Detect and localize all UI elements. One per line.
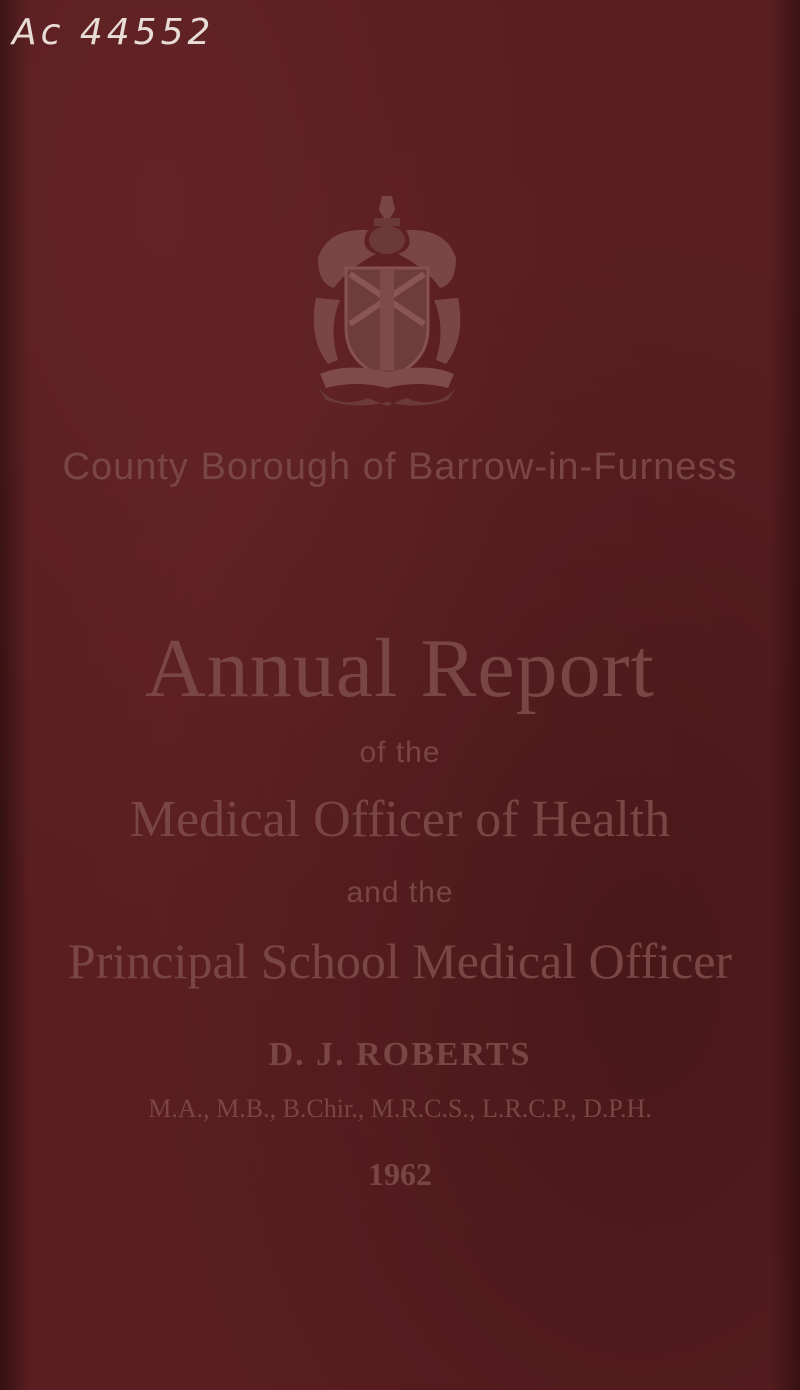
and-the-text: and the bbox=[346, 876, 454, 909]
report-title: Annual Report bbox=[145, 622, 655, 715]
officer-primary: Medical Officer of Health bbox=[129, 791, 671, 848]
of-the-text: of the bbox=[359, 736, 441, 769]
author-name: D. J. ROBERTS bbox=[268, 1036, 532, 1073]
officer-secondary: Principal School Medical Officer bbox=[67, 933, 733, 989]
author-qualifications: M.A., M.B., B.Chir., M.R.C.S., L.R.C.P., D.P.H. bbox=[148, 1094, 652, 1123]
coat-of-arms-icon bbox=[298, 188, 476, 410]
accession-number: Ac 44552 bbox=[12, 12, 215, 53]
borough-name: County Borough of Barrow-in-Furness bbox=[62, 446, 738, 488]
report-year: 1962 bbox=[368, 1156, 432, 1192]
